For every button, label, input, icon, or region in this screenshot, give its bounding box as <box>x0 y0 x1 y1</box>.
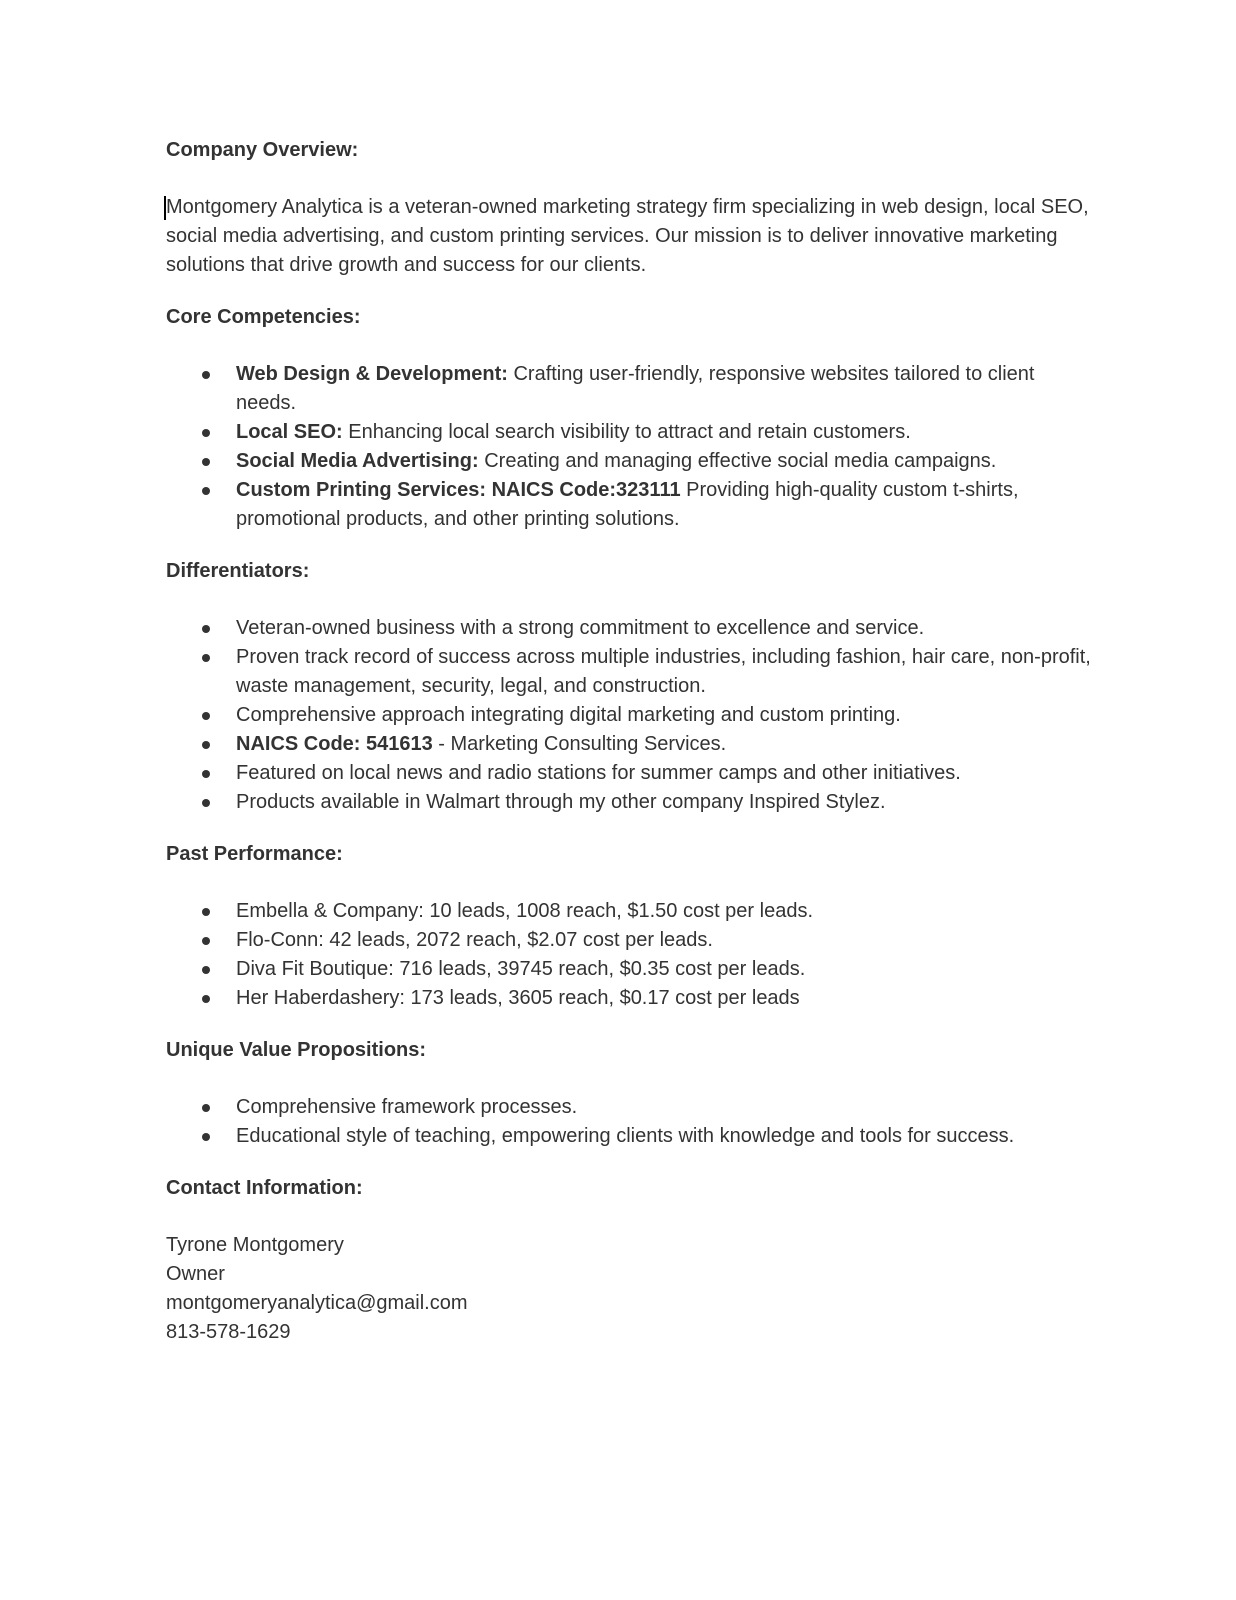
list-item-text: Featured on local news and radio stations for summer camps and other initiatives. <box>236 762 961 784</box>
naics-label: NAICS Code: 541613 <box>236 733 433 755</box>
past-performance-list <box>166 897 1096 1013</box>
list-item <box>166 701 1096 730</box>
list-item-label: Custom Printing Services: NAICS Code:323111 <box>236 479 681 501</box>
bullet-icon <box>202 429 210 437</box>
list-item <box>166 360 1096 418</box>
past-performance-heading: Past Performance: <box>166 843 343 865</box>
bullet-icon <box>202 770 210 778</box>
list-item-text: Flo-Conn: 42 leads, 2072 reach, $2.07 cost per leads. <box>236 929 713 951</box>
list-item-text: Products available in Walmart through my other company Inspired Stylez. <box>236 791 886 813</box>
text-cursor <box>164 196 166 220</box>
list-item <box>166 984 1096 1013</box>
list-item-text: Proven track record of success across multiple industries, including fashion, hair care, non-profit, waste management, security, legal, and construction. <box>236 646 1091 697</box>
list-item <box>166 926 1096 955</box>
overview-text: Montgomery Analytica is a veteran-owned marketing strategy firm specializing in web design, local SEO, social media advertising, and custom printing services. Our mission is to deliver innovative marketing solutions that drive growth and success for our clients. <box>166 196 1089 276</box>
contact-phone: 813-578-1629 <box>166 1321 291 1343</box>
list-item-text: Enhancing local search visibility to attract and retain customers. <box>342 421 911 443</box>
overview-paragraph[interactable] <box>166 193 1096 280</box>
bullet-icon <box>202 995 210 1003</box>
list-item <box>166 730 1096 759</box>
bullet-icon <box>202 1104 210 1112</box>
core-competencies-heading: Core Competencies: <box>166 306 361 328</box>
list-item-text: Providing high-quality custom t-shirts, promotional products, and other printing solutions. <box>236 479 1019 530</box>
bullet-icon <box>202 966 210 974</box>
list-item-text: Veteran-owned business with a strong commitment to excellence and service. <box>236 617 925 639</box>
uvp-list <box>166 1093 1096 1151</box>
list-item-text: Creating and managing effective social media campaigns. <box>478 450 997 472</box>
list-item-label: Local SEO: <box>236 421 343 443</box>
bullet-icon <box>202 712 210 720</box>
list-item <box>166 643 1096 701</box>
list-item <box>166 788 1096 817</box>
list-item-text: Her Haberdashery: 173 leads, 3605 reach, $0.17 cost per leads <box>236 987 800 1009</box>
list-item-text: Diva Fit Boutique: 716 leads, 39745 reach, $0.35 cost per leads. <box>236 958 806 980</box>
overview-heading: Company Overview: <box>166 139 359 161</box>
core-competencies-list <box>166 360 1096 534</box>
document-content <box>166 136 1096 1347</box>
list-item <box>166 1122 1096 1151</box>
list-item-text: Educational style of teaching, empowering clients with knowledge and tools for success. <box>236 1125 1015 1147</box>
bullet-icon <box>202 908 210 916</box>
naics-text: - Marketing Consulting Services. <box>432 733 727 755</box>
uvp-heading: Unique Value Propositions: <box>166 1039 427 1061</box>
differentiators-heading: Differentiators: <box>166 560 310 582</box>
list-item <box>166 447 1096 476</box>
contact-block <box>166 1231 1096 1347</box>
bullet-icon <box>202 487 210 495</box>
bullet-icon <box>202 937 210 945</box>
contact-email[interactable]: montgomeryanalytica@gmail.com <box>166 1292 468 1314</box>
list-item-text: Embella & Company: 10 leads, 1008 reach, $1.50 cost per leads. <box>236 900 814 922</box>
list-item <box>166 418 1096 447</box>
list-item-label: Web Design & Development: <box>236 363 508 385</box>
contact-heading: Contact Information: <box>166 1177 363 1199</box>
bullet-icon <box>202 625 210 633</box>
bullet-icon <box>202 654 210 662</box>
bullet-icon <box>202 741 210 749</box>
bullet-icon <box>202 799 210 807</box>
list-item <box>166 1093 1096 1122</box>
bullet-icon <box>202 1133 210 1141</box>
list-item-label: Social Media Advertising: <box>236 450 479 472</box>
list-item <box>166 759 1096 788</box>
list-item-text: Comprehensive approach integrating digital marketing and custom printing. <box>236 704 901 726</box>
list-item <box>166 955 1096 984</box>
bullet-icon <box>202 458 210 466</box>
contact-name: Tyrone Montgomery <box>166 1234 344 1256</box>
list-item-text: Comprehensive framework processes. <box>236 1096 578 1118</box>
differentiators-list <box>166 614 1096 817</box>
bullet-icon <box>202 371 210 379</box>
list-item-text: Crafting user-friendly, responsive websites tailored to client needs. <box>236 363 1035 414</box>
list-item <box>166 476 1096 534</box>
list-item <box>166 897 1096 926</box>
contact-title: Owner <box>166 1263 225 1285</box>
list-item <box>166 614 1096 643</box>
